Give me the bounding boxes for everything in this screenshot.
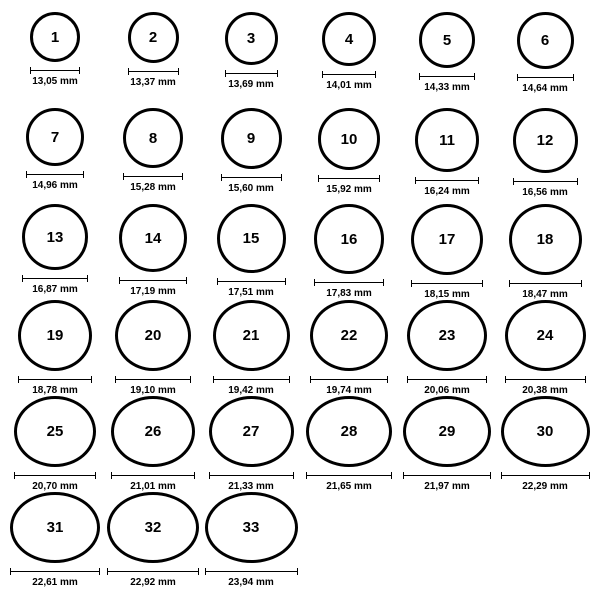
caliper-icon	[314, 279, 384, 286]
ring-size-number: 28	[340, 423, 358, 440]
ring-measure	[509, 280, 582, 300]
ring-circle	[407, 300, 487, 371]
ring-size-cell	[202, 204, 300, 300]
ring-diameter-label: 15,28 mm	[130, 182, 176, 193]
ring-circle	[415, 108, 479, 172]
ring-measure	[30, 67, 80, 87]
ring-measure	[14, 472, 96, 492]
caliper-icon	[22, 275, 88, 282]
ring-size-cell	[398, 12, 496, 108]
ring-size-cell	[300, 396, 398, 492]
ring-measure	[310, 376, 388, 396]
ring-circle	[513, 108, 578, 173]
ring-circle	[411, 204, 483, 275]
ring-measure	[306, 472, 392, 492]
ring-size-cell	[104, 204, 202, 300]
caliper-icon	[221, 174, 282, 181]
ring-measure	[318, 175, 380, 195]
ring-circle	[119, 204, 187, 272]
ring-size-cell	[300, 108, 398, 204]
caliper-icon	[505, 376, 586, 383]
caliper-icon	[403, 472, 491, 479]
ring-measure	[505, 376, 586, 396]
ring-size-cell	[202, 300, 300, 396]
ring-circle	[209, 396, 294, 467]
ring-size-number: 19	[46, 327, 64, 344]
ring-diameter-label: 18,78 mm	[32, 385, 78, 396]
ring-diameter-label: 22,61 mm	[32, 577, 78, 588]
ring-size-number: 17	[438, 231, 456, 248]
ring-circle	[213, 300, 290, 371]
ring-diameter-label: 14,96 mm	[32, 180, 78, 191]
ring-diameter-label: 21,01 mm	[130, 481, 176, 492]
ring-diameter-label: 17,83 mm	[326, 288, 372, 299]
caliper-icon	[111, 472, 195, 479]
ring-measure	[407, 376, 487, 396]
caliper-icon	[513, 178, 578, 185]
ring-size-number: 12	[536, 132, 554, 149]
ring-size-number: 10	[340, 130, 358, 148]
ring-size-number: 25	[46, 423, 64, 440]
ring-diameter-label: 16,56 mm	[522, 187, 568, 198]
ring-size-cell	[202, 108, 300, 204]
ring-diameter-label: 22,29 mm	[522, 481, 568, 492]
ring-size-number: 3	[246, 30, 256, 47]
caliper-icon	[213, 376, 290, 383]
ring-diameter-label: 14,01 mm	[326, 80, 372, 91]
ring-diameter-label: 16,87 mm	[32, 284, 78, 295]
ring-diameter-label: 14,33 mm	[424, 82, 470, 93]
ring-measure	[225, 70, 278, 90]
ring-measure	[322, 71, 376, 91]
ring-circle	[128, 12, 179, 63]
ring-circle	[322, 12, 376, 66]
ring-size-number: 30	[536, 423, 554, 440]
ring-circle	[107, 492, 199, 563]
ring-circle	[123, 108, 183, 168]
ring-measure	[10, 568, 100, 588]
ring-size-number: 32	[144, 519, 162, 536]
ring-size-number: 1	[50, 28, 60, 46]
ring-size-cell	[104, 108, 202, 204]
caliper-icon	[18, 376, 92, 383]
caliper-icon	[119, 277, 187, 284]
ring-circle	[501, 396, 590, 467]
caliper-icon	[501, 472, 590, 479]
ring-size-cell	[202, 396, 300, 492]
ring-measure	[18, 376, 92, 396]
ring-size-cell	[6, 492, 104, 588]
ring-circle	[403, 396, 491, 467]
ring-size-number: 31	[46, 519, 64, 536]
ring-circle	[115, 300, 191, 371]
ring-circle	[314, 204, 384, 274]
ring-size-cell	[104, 300, 202, 396]
ring-size-number: 26	[144, 423, 162, 440]
ring-circle	[111, 396, 195, 467]
ring-circle	[306, 396, 392, 467]
ring-measure	[501, 472, 590, 492]
ring-measure	[26, 171, 84, 191]
ring-size-number: 11	[439, 131, 455, 149]
ring-diameter-label: 18,15 mm	[424, 289, 470, 300]
ring-size-cell	[398, 108, 496, 204]
ring-measure	[213, 376, 290, 396]
ring-diameter-label: 15,92 mm	[326, 184, 372, 195]
caliper-icon	[14, 472, 96, 479]
ring-diameter-label: 19,42 mm	[228, 385, 274, 396]
ring-size-cell	[6, 12, 104, 108]
ring-size-number: 33	[242, 519, 260, 536]
ring-measure	[419, 73, 475, 93]
ring-measure	[217, 278, 286, 298]
ring-size-number: 20	[144, 327, 162, 344]
ring-diameter-label: 13,37 mm	[130, 77, 176, 88]
ring-size-cell	[104, 12, 202, 108]
ring-size-number: 16	[340, 230, 358, 248]
ring-size-number: 24	[536, 327, 554, 344]
caliper-icon	[217, 278, 286, 285]
ring-size-cell	[300, 12, 398, 108]
ring-circle	[30, 12, 80, 62]
ring-circle	[22, 204, 88, 270]
ring-measure	[123, 173, 183, 193]
caliper-icon	[411, 280, 483, 287]
caliper-icon	[310, 376, 388, 383]
ring-size-cell	[496, 12, 594, 108]
ring-size-cell	[398, 396, 496, 492]
ring-size-cell	[496, 300, 594, 396]
ring-diameter-label: 22,92 mm	[130, 577, 176, 588]
ring-diameter-label: 20,06 mm	[424, 385, 470, 396]
ring-measure	[128, 68, 179, 88]
ring-diameter-label: 23,94 mm	[228, 577, 274, 588]
ring-size-cell	[6, 108, 104, 204]
ring-size-number: 23	[438, 327, 456, 344]
ring-size-cell	[202, 12, 300, 108]
ring-measure	[119, 277, 187, 297]
caliper-icon	[419, 73, 475, 80]
ring-size-number: 15	[242, 230, 260, 247]
caliper-icon	[225, 70, 278, 77]
ring-diameter-label: 15,60 mm	[228, 183, 274, 194]
ring-size-cell	[6, 300, 104, 396]
ring-circle	[517, 12, 574, 69]
ring-diameter-label: 19,10 mm	[130, 385, 176, 396]
ring-size-number: 9	[246, 130, 256, 147]
ring-size-cell	[300, 300, 398, 396]
ring-size-number: 22	[340, 327, 358, 344]
ring-measure	[115, 376, 191, 396]
caliper-icon	[509, 280, 582, 287]
ring-size-cell	[300, 204, 398, 300]
ring-measure	[411, 280, 483, 300]
ring-measure	[22, 275, 88, 295]
caliper-icon	[107, 568, 199, 575]
ring-diameter-label: 17,19 mm	[130, 286, 176, 297]
ring-size-number: 5	[442, 31, 452, 49]
ring-size-cell	[398, 300, 496, 396]
ring-measure	[415, 177, 479, 197]
ring-measure	[517, 74, 574, 94]
ring-size-number: 13	[46, 228, 64, 246]
ring-diameter-label: 19,74 mm	[326, 385, 372, 396]
caliper-icon	[517, 74, 574, 81]
caliper-icon	[318, 175, 380, 182]
ring-diameter-label: 21,33 mm	[228, 481, 274, 492]
ring-size-cell	[202, 492, 300, 588]
ring-diameter-label: 17,51 mm	[228, 287, 274, 298]
ring-size-number: 27	[242, 423, 260, 440]
ring-size-number: 6	[540, 32, 550, 49]
caliper-icon	[407, 376, 487, 383]
caliper-icon	[115, 376, 191, 383]
ring-measure	[314, 279, 384, 299]
ring-size-grid	[6, 12, 594, 588]
ring-measure	[209, 472, 294, 492]
ring-circle	[225, 12, 278, 65]
ring-size-cell	[496, 204, 594, 300]
ring-size-cell	[398, 204, 496, 300]
caliper-icon	[26, 171, 84, 178]
ring-size-number: 7	[50, 128, 60, 146]
ring-diameter-label: 13,69 mm	[228, 79, 274, 90]
caliper-icon	[123, 173, 183, 180]
ring-size-cell	[104, 492, 202, 588]
ring-measure	[107, 568, 199, 588]
ring-diameter-label: 14,64 mm	[522, 83, 568, 94]
ring-size-cell	[496, 108, 594, 204]
ring-diameter-label: 20,38 mm	[522, 385, 568, 396]
caliper-icon	[415, 177, 479, 184]
ring-measure	[221, 174, 282, 194]
ring-measure	[403, 472, 491, 492]
ring-size-cell	[104, 396, 202, 492]
ring-circle	[310, 300, 388, 371]
ring-circle	[509, 204, 582, 275]
ring-diameter-label: 20,70 mm	[32, 481, 78, 492]
ring-circle	[217, 204, 286, 273]
caliper-icon	[30, 67, 80, 74]
caliper-icon	[205, 568, 298, 575]
ring-circle	[221, 108, 282, 169]
ring-diameter-label: 21,65 mm	[326, 481, 372, 492]
ring-size-number: 21	[242, 327, 260, 344]
ring-diameter-label: 16,24 mm	[424, 186, 470, 197]
ring-measure	[205, 568, 298, 588]
caliper-icon	[128, 68, 179, 75]
ring-size-number: 8	[148, 129, 158, 147]
ring-circle	[205, 492, 298, 563]
ring-circle	[14, 396, 96, 467]
ring-circle	[505, 300, 586, 371]
ring-size-number: 14	[144, 229, 162, 247]
ring-measure	[111, 472, 195, 492]
ring-circle	[10, 492, 100, 563]
ring-size-number: 18	[536, 231, 554, 248]
ring-diameter-label: 21,97 mm	[424, 481, 470, 492]
ring-diameter-label: 13,05 mm	[32, 76, 78, 87]
caliper-icon	[322, 71, 376, 78]
ring-size-number: 2	[148, 29, 158, 46]
ring-size-number: 4	[344, 30, 354, 48]
ring-circle	[318, 108, 380, 170]
ring-size-cell	[6, 396, 104, 492]
ring-size-cell	[6, 204, 104, 300]
caliper-icon	[306, 472, 392, 479]
ring-size-cell	[496, 396, 594, 492]
ring-circle	[26, 108, 84, 166]
caliper-icon	[209, 472, 294, 479]
ring-size-number: 29	[438, 423, 456, 440]
caliper-icon	[10, 568, 100, 575]
ring-measure	[513, 178, 578, 198]
ring-diameter-label: 18,47 mm	[522, 289, 568, 300]
ring-circle	[419, 12, 475, 68]
ring-circle	[18, 300, 92, 371]
